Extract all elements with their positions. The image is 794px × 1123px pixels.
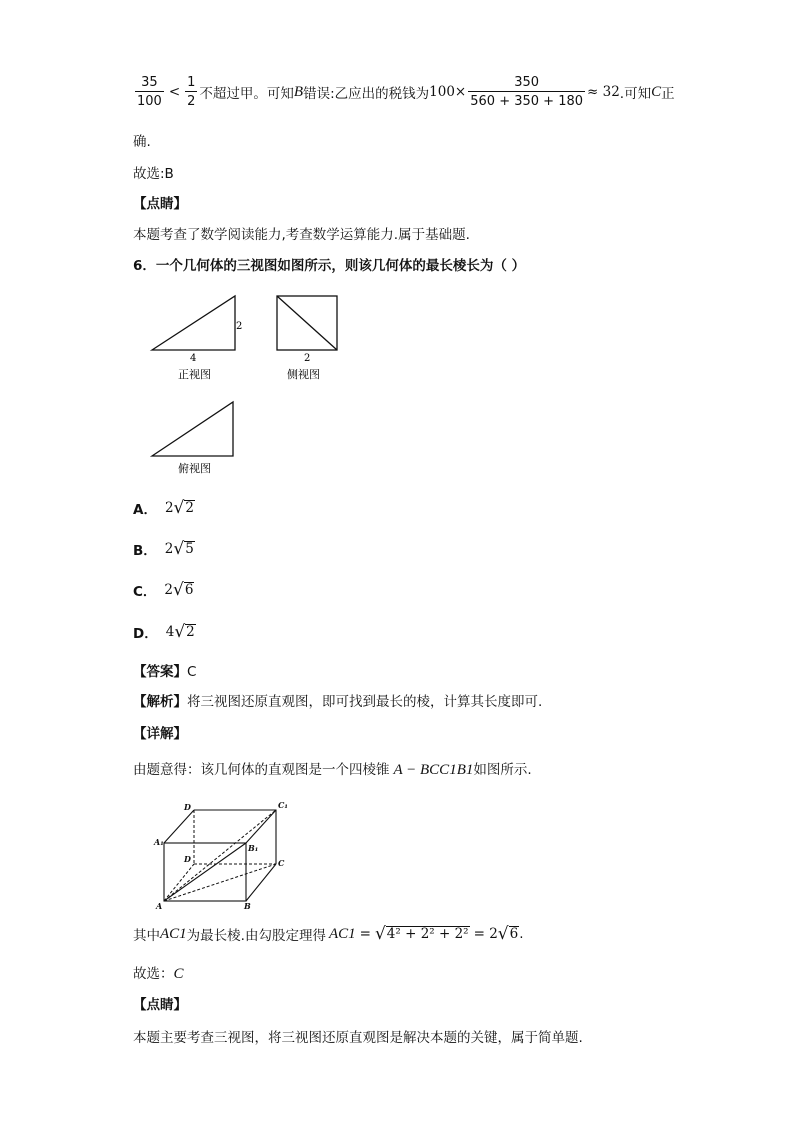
cube-label-a1: A₁ xyxy=(154,837,164,847)
fraction-1-2: $\frac{1}{2}$ xyxy=(187,75,196,109)
option-d[interactable]: D． 4 √ 2 xyxy=(133,622,195,642)
top-view xyxy=(152,402,233,475)
cube-figure xyxy=(150,796,300,911)
comment-label-1: 【点睛】 xyxy=(133,196,187,212)
detail-text: 由题意得：该几何体的直观图是一个四棱锥 A − BCC 1 B 1 如图所示. xyxy=(133,762,532,778)
cube-label-d-lower: D xyxy=(184,854,191,864)
choose-line-2: 故选：C xyxy=(133,966,184,982)
choose-line-1: 故选:B xyxy=(133,166,174,182)
front-view xyxy=(152,296,242,381)
front-side-label: 2 xyxy=(236,321,243,332)
front-caption: 正视图 xyxy=(178,368,211,381)
cube-label-b1: B₁ xyxy=(248,843,259,853)
side-caption: 侧视图 xyxy=(287,368,320,381)
comment-text-1: 本题考查了数学阅读能力,考查数学运算能力.属于基础题. xyxy=(133,227,470,243)
analysis-label: 【解析】 xyxy=(133,694,187,710)
option-b[interactable]: B． 2 √ 5 xyxy=(133,539,194,559)
cube-label-d: D xyxy=(184,802,191,812)
three-view-figures xyxy=(140,288,360,478)
side-bottom-label: 2 xyxy=(304,353,311,364)
option-c[interactable]: C． 2 √ 6 xyxy=(133,580,194,600)
detail-label: 【详解】 xyxy=(133,726,187,742)
side-view xyxy=(277,296,337,381)
option-a[interactable]: A． 2 √ 2 xyxy=(133,498,194,518)
top-caption: 俯视图 xyxy=(178,462,211,475)
front-bottom-label: 4 xyxy=(190,353,197,364)
cube-label-c: C xyxy=(278,858,285,868)
answer-label: 【答案】 xyxy=(133,664,187,680)
solution-line-2: 确. xyxy=(133,134,151,150)
fraction-35-100: $\frac{35}{100}$ xyxy=(137,75,162,109)
conclusion-line: 其中 AC 1 为最长棱.由勾股定理得 AC 1 = √ 4² + 2² + 2² = 2 √ 6 . xyxy=(133,924,524,944)
answer-line xyxy=(133,660,196,680)
cube-label-c1: C₁ xyxy=(278,800,288,810)
analysis-text: 将三视图还原直观图，即可找到最长的棱，计算其长度即可. xyxy=(187,694,543,710)
answer-value: C xyxy=(187,664,197,680)
cube-label-a: A xyxy=(156,901,163,911)
fraction-350: $\frac{350}{560 + 350 + 180}$ xyxy=(470,75,584,109)
analysis-line xyxy=(133,690,542,710)
comment-text-2: 本题主要考查三视图，将三视图还原直观图是解决本题的关键，属于简单题. xyxy=(133,1030,583,1046)
cube-label-b: B xyxy=(244,901,251,911)
question-stem: 6．一个几何体的三视图如图所示，则该几何体的最长棱长为（ ） xyxy=(133,258,526,274)
comment-label-2: 【点睛】 xyxy=(133,997,187,1013)
solution-line-1: $\frac{35}{100}$ < $\frac{1}{2}$ 不超过甲。可知 B 错误:乙应出的税钱为 100× $\frac{350}{560 + 350 + 180}$ ≈ 32 .可知 C 正 xyxy=(137,75,675,109)
